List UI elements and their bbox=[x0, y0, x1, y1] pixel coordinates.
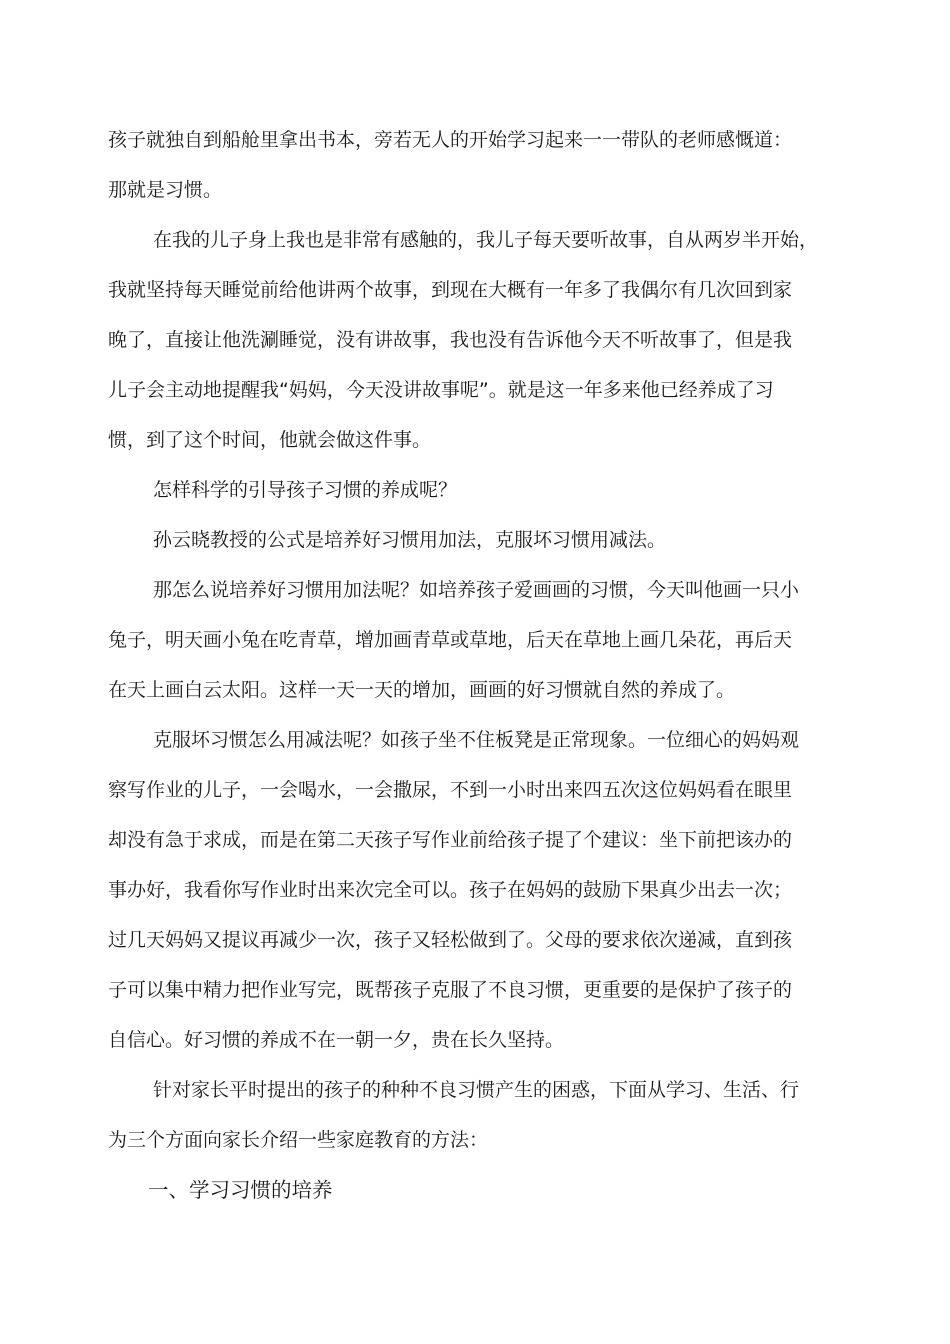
paragraph-start: 那怎么说培养好习惯用加法呢？如培养孩子爱画画的习惯，今天叫他画一只小 bbox=[153, 579, 800, 601]
text-line: 察写作业的儿子，一会喝水，一会撒尿，不到一小时出来四五次这位妈妈看在眼里 bbox=[108, 779, 793, 801]
text-line: 却没有急于求成，而是在第二天孩子写作业前给孩子提了个建议：坐下前把该办的 bbox=[108, 829, 793, 851]
text-line: 孩子就独自到船舱里拿出书本，旁若无人的开始学习起来一一带队的老师感慨道： bbox=[108, 129, 793, 151]
text-line: 儿子会主动地提醒我“妈妈，今天没讲故事呢”。就是这一年多来他已经养成了习 bbox=[108, 379, 774, 401]
paragraph-start: 怎样科学的引导孩子习惯的养成呢？ bbox=[153, 479, 458, 501]
paragraph-start: 克服坏习惯怎么用减法呢？如孩子坐不住板凳是正常现象。一位细心的妈妈观 bbox=[153, 729, 800, 751]
text-line: 子可以集中精力把作业写完，既帮孩子克服了不良习惯，更重要的是保护了孩子的 bbox=[108, 979, 793, 1001]
text-line: 我就坚持每天睡觉前给他讲两个故事，到现在大概有一年多了我偶尔有几次回到家 bbox=[108, 279, 793, 301]
paragraph-start: 孙云晓教授的公式是培养好习惯用加法，克服坏习惯用减法。 bbox=[153, 529, 667, 551]
text-line: 兔子，明天画小兔在吃青草，增加画青草或草地，后天在草地上画几朵花，再后天 bbox=[108, 629, 793, 651]
text-line: 惯，到了这个时间，他就会做这件事。 bbox=[108, 429, 432, 451]
text-line: 过几天妈妈又提议再减少一次，孩子又轻松做到了。父母的要求依次递减，直到孩 bbox=[108, 929, 793, 951]
text-line: 事办好，我看你写作业时出来次完全可以。孩子在妈妈的鼓励下果真少出去一次； bbox=[108, 879, 793, 901]
paragraph-start: 针对家长平时提出的孩子的种种不良习惯产生的困惑，下面从学习、生活、行 bbox=[153, 1079, 800, 1101]
text-line: 在天上画白云太阳。这样一天一天的增加，画画的好习惯就自然的养成了。 bbox=[108, 679, 736, 701]
section-heading: 一、学习习惯的培养 bbox=[148, 1178, 333, 1202]
paragraph-start: 在我的儿子身上我也是非常有感触的，我儿子每天要听故事，自从两岁半开始， bbox=[153, 229, 819, 251]
text-line: 为三个方面向家长介绍一些家庭教育的方法： bbox=[108, 1129, 489, 1151]
text-line: 那就是习惯。 bbox=[108, 179, 223, 201]
text-line: 晚了，直接让他洗涮睡觉，没有讲故事，我也没有告诉他今天不听故事了，但是我 bbox=[108, 329, 793, 351]
text-line: 自信心。好习惯的养成不在一朝一夕，贵在长久坚持。 bbox=[108, 1029, 565, 1051]
